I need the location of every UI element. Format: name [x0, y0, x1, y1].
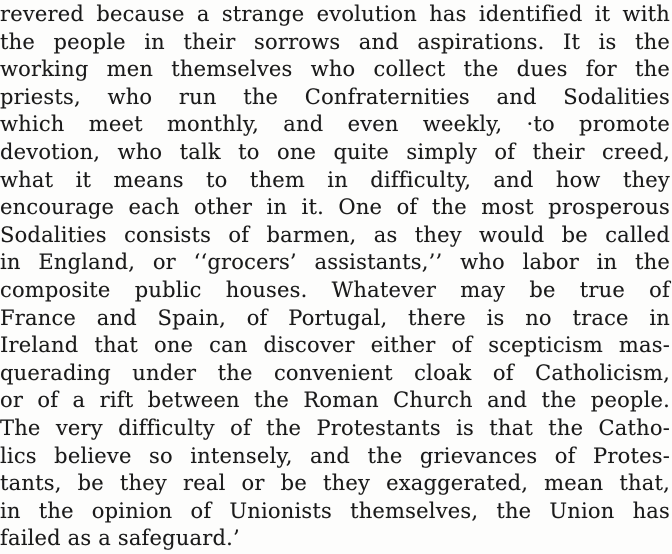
text-line: revered because a strange evolution has identified it with	[0, 2, 670, 26]
text-line: Ireland that one can discover either of scepticism mas-	[0, 333, 670, 358]
text-line: failed as a safeguard.’	[0, 526, 240, 551]
text-line: priests, who run the Confraternities and Sodalities	[0, 84, 670, 109]
text-line: working men themselves who collect the dues for the	[0, 57, 670, 82]
text-line: what it means to them in difficulty, and how they	[0, 167, 670, 192]
text-line: devotion, who talk to one quite simply of their creed,	[0, 139, 670, 164]
text-line: tants, be they real or be they exaggerated, mean that,	[0, 471, 670, 496]
paragraph-block	[0, 1, 670, 553]
text-line: France and Spain, of Portugal, there is no trace in	[0, 305, 670, 330]
text-line: querading under the convenient cloak of Catholicism,	[0, 360, 670, 385]
text-line: the people in their sorrows and aspirations. It is the	[0, 29, 670, 54]
text-line: in England, or ‘‘grocers’ assistants,’’ who labor in the	[0, 250, 670, 275]
text-line: which meet monthly, and even weekly, ·to promote	[0, 112, 670, 137]
text-line: encourage each other in it. One of the most prosperous	[0, 195, 670, 220]
text-line: in the opinion of Unionists themselves, the Union has	[0, 498, 670, 523]
text-line: The very difficulty of the Protestants is that the Catho-	[0, 415, 670, 440]
text-line: or of a rift between the Roman Church and the people.	[0, 388, 670, 413]
text-line: composite public houses. Whatever may be true of	[0, 277, 670, 302]
text-line: lics believe so intensely, and the grievances of Protes-	[0, 443, 670, 468]
text-line: Sodalities consists of barmen, as they would be called	[0, 222, 670, 247]
